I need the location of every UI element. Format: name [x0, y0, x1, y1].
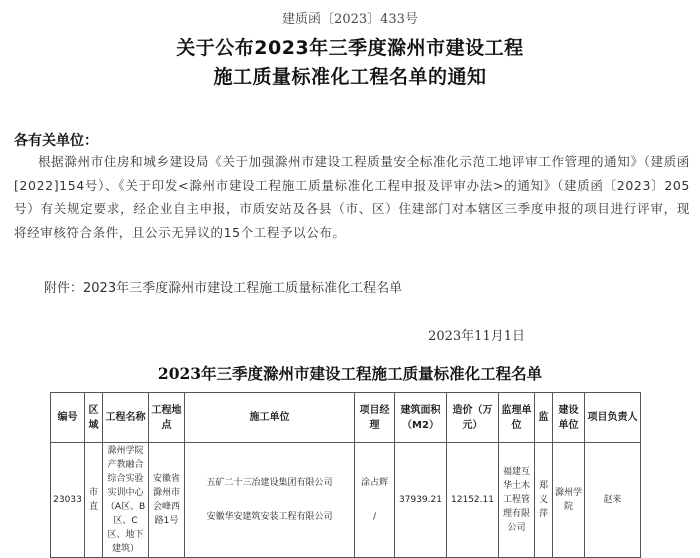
- contractor-primary: 五矿二十三冶建设集团有限公司: [206, 478, 333, 488]
- notice-title-line-1: 关于公布2023年三季度滁州市建设工程: [176, 37, 524, 59]
- cell-contractor: [185, 443, 355, 558]
- attachment-note: 附件：2023年三季度滁州市建设工程施工质量标准化工程名单: [44, 281, 403, 296]
- project-list-title: 2023年三季度滁州市建设工程施工质量标准化工程名单: [157, 364, 543, 383]
- cell-manager: [355, 443, 395, 558]
- header-manager: 项目经理: [355, 393, 395, 443]
- document-number: 建质函〔2023〕433号: [282, 12, 418, 27]
- cell-supervisor: 福建互华土木工程管理有限公司: [499, 443, 535, 558]
- cell-cost: 12152.11: [447, 443, 499, 558]
- manager-secondary: /: [372, 512, 377, 522]
- issue-date: 2023年11月1日: [428, 329, 525, 344]
- project-list-table: [50, 392, 641, 558]
- header-contractor: 施工单位: [185, 393, 355, 443]
- table-row: [51, 443, 641, 558]
- header-supervisor-chief: 监: [535, 393, 553, 443]
- header-project-lead: 项目负责人: [585, 393, 641, 443]
- header-area: 建筑面积（M2）: [395, 393, 447, 443]
- header-district: 区域: [85, 393, 103, 443]
- header-number: 编号: [51, 393, 85, 443]
- table-header-row: [51, 393, 641, 443]
- header-cost: 造价（万元）: [447, 393, 499, 443]
- notice-body-paragraph: 根据滁州市住房和城乡建设局《关于加强滁州市建设工程质量安全标准化示范工地评审工作管理的通知》（建质函[2022]154号）、《关于印发<滁州市建设工程施工质量标准化工程申报及评审办法>的通知》（建质函〔2023〕205号）有关规定要求，经企业自主申报，市质安站及各县（市、区）住建部门对本辖区三季度申报的项目进行评审，现将经审核符合条件，且公示无异议的15个工程予以公布。: [14, 154, 690, 240]
- cell-district: 市直: [85, 443, 103, 558]
- notice-title-line-2: 施工质量标准化工程名单的通知: [213, 66, 487, 88]
- header-supervisor: 监理单位: [499, 393, 535, 443]
- header-project-name: 工程名称: [103, 393, 149, 443]
- header-location: 工程地点: [149, 393, 185, 443]
- cell-number: 23033: [51, 443, 85, 558]
- header-builder: 建设单位: [553, 393, 585, 443]
- cell-project-lead: 赵来: [585, 443, 641, 558]
- salutation: 各有关单位：: [14, 133, 98, 149]
- contractor-secondary: 安徽华安建筑安装工程有限公司: [206, 512, 333, 522]
- cell-supervisor-chief: 郑义萍: [535, 443, 553, 558]
- cell-location: 安徽省滁州市会峰西路1号: [149, 443, 185, 558]
- cell-project-name: 滁州学院产教融合综合实验实训中心（A区、B区、C区、地下建筑）: [103, 443, 149, 558]
- cell-builder: 滁州学院: [553, 443, 585, 558]
- cell-area: 37939.21: [395, 443, 447, 558]
- manager-primary: 涂占辉: [360, 478, 388, 488]
